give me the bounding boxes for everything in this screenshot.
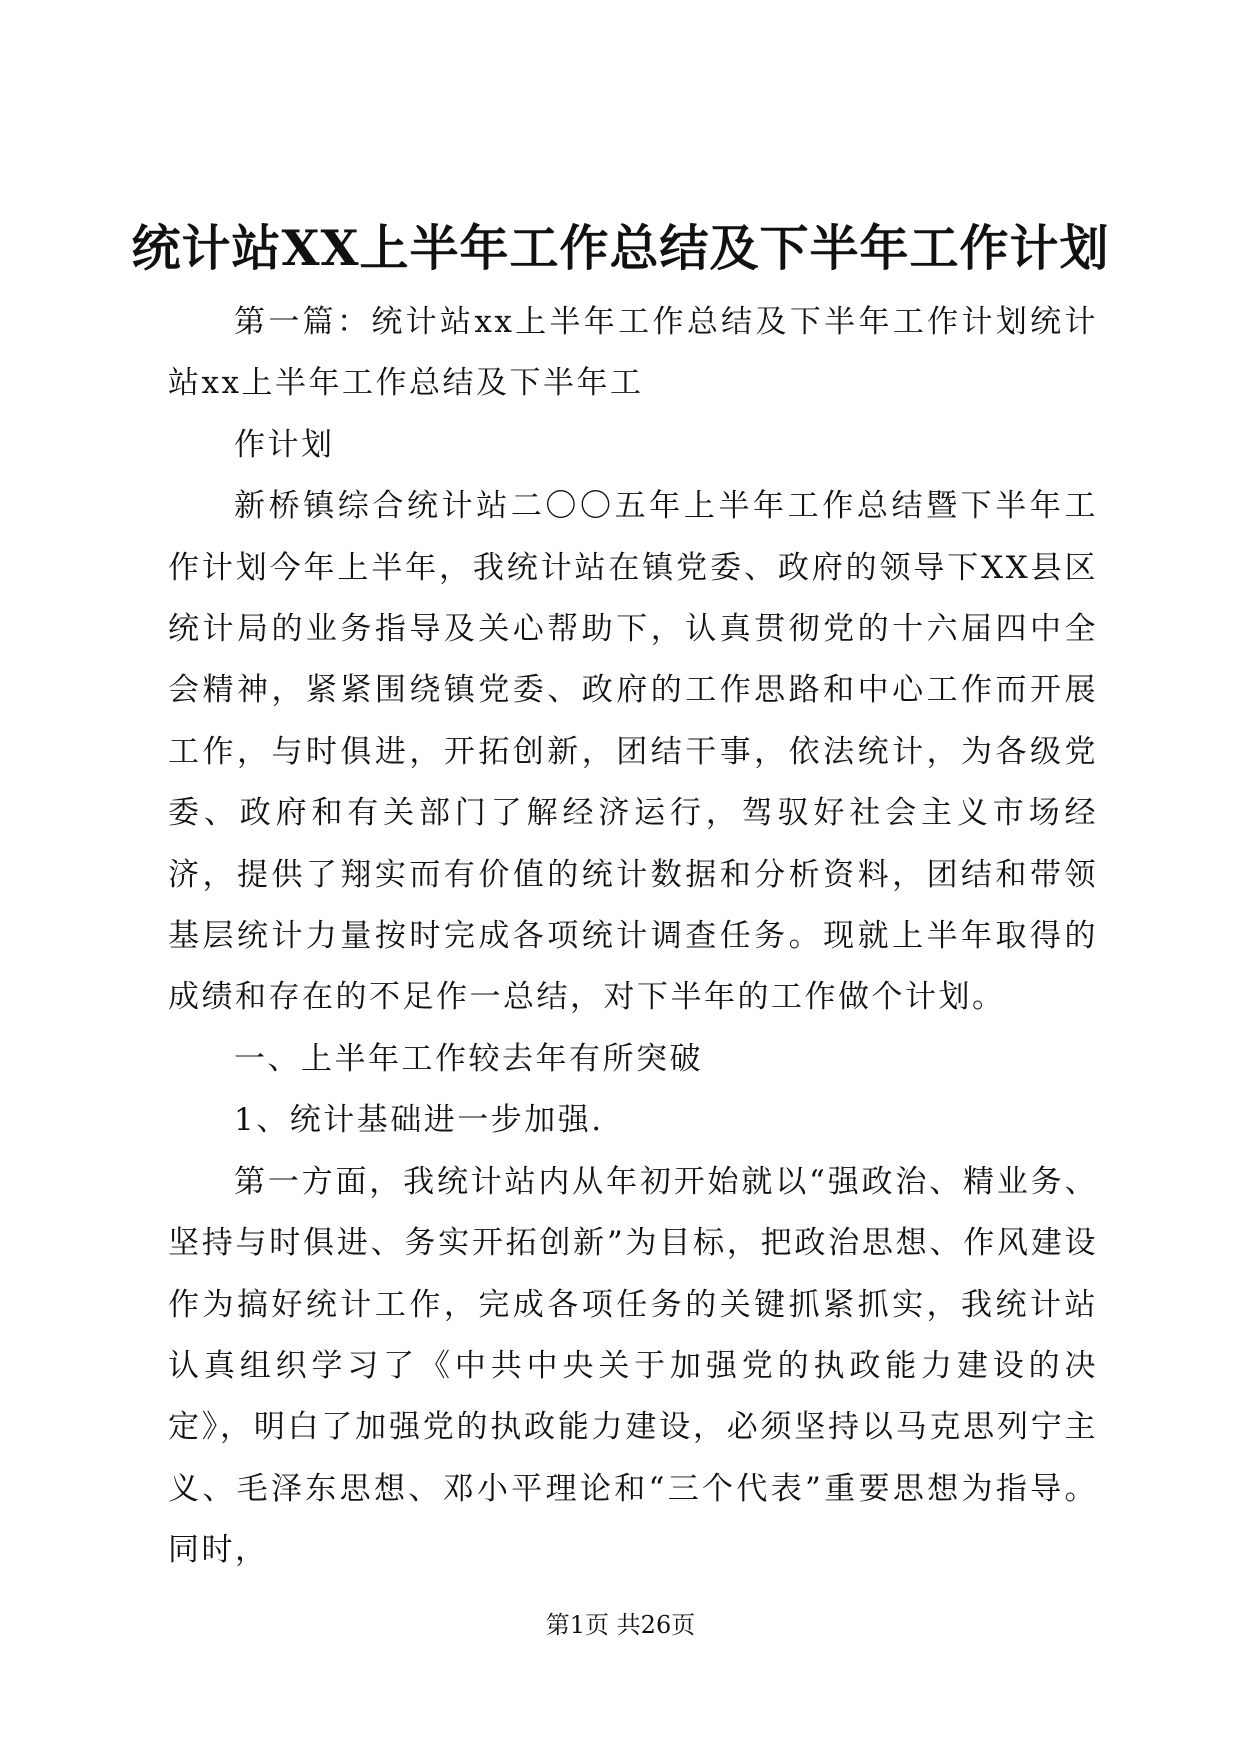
subsection-heading-1-1: 1、统计基础进一步加强. bbox=[234, 1102, 604, 1139]
paragraph-intro: 新桥镇综合统计站二〇〇五年上半年工作总结暨下半年工作计划今年上半年，我统计站在镇党委、政府的领导下XX县区统计局的业务指导及关心帮助下，认真贯彻党的十六届四中全会精神，紧紧围绕镇党委、政府的工作思路和中心工作而开展工作，与时俱进，开拓创新，团结干事，依法统计，为各级党委、政府和有关部门了解经济运行，驾驭好社会主义市场经济，提供了翔实而有价值的统计数据和分析资料，团结和带领基层统计力量按时完成各项统计调查任务。现就上半年取得的成绩和存在的不足作一总结，对下半年的工作做个计划。 bbox=[168, 488, 1098, 1016]
paragraph-heading-continuation: 作计划 bbox=[234, 426, 335, 463]
document-body bbox=[168, 292, 1098, 1582]
paragraph-first-aspect: 第一方面，我统计站内从年初开始就以“强政治、精业务、坚持与时俱进、务实开拓创新”为目标，把政治思想、作风建设作为搞好统计工作，完成各项任务的关键抓紧抓实，我统计站认真组织学习了《中共中央关于加强党的执政能力建设的决定》，明白了加强党的执政能力建设，必须坚持以马克思列宁主义、毛泽东思想、邓小平理论和“三个代表”重要思想为指导。同时， bbox=[168, 1163, 1098, 1569]
page-footer: 第1页 共26页 bbox=[545, 1611, 696, 1639]
paragraph-heading-line: 第一篇：统计站xx上半年工作总结及下半年工作计划统计站xx上半年工作总结及下半年工 bbox=[168, 304, 1098, 402]
document-title: 统计站XX上半年工作总结及下半年工作计划 bbox=[131, 219, 1110, 277]
section-heading-1: 一、上半年工作较去年有所突破 bbox=[234, 1040, 703, 1077]
